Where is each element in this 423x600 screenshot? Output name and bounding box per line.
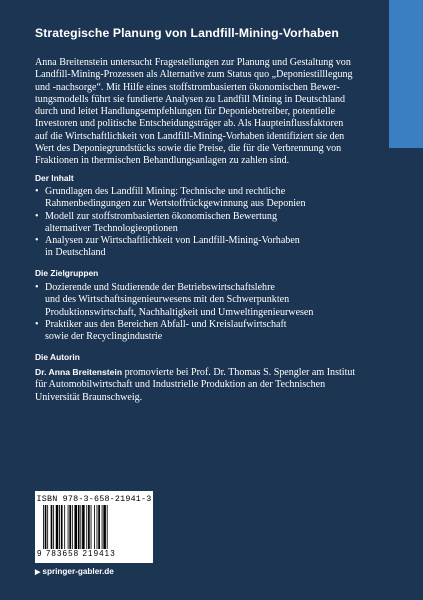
list-item: • Grundlagen des Landfill Mining: Technische und rechtliche Rahmenbedingungen zur Wertstoffrückgewinnung aus Deponien	[35, 186, 306, 210]
barcode-bar	[97, 505, 98, 549]
zielgruppen-list	[35, 282, 387, 343]
author-paragraph: Dr. Anna Breitenstein promovierte bei Prof. Dr. Thomas S. Spengler am Institut für Automobilwirtschaft und Industrielle Produktion an der Technischen Universität Braunschweig.	[35, 367, 356, 403]
intro-line: Investoren und politische Entscheidungsträger ab. Als Haupteinflussfaktoren	[35, 118, 344, 130]
book-title: Strategische Planung von Landfill-Mining-Vorhaben	[35, 26, 339, 40]
barcode-bar	[51, 505, 53, 549]
barcode-bar	[69, 505, 71, 549]
barcode-bar	[103, 505, 106, 549]
barcode-bar	[98, 505, 100, 549]
barcode-digits: 9 783658 219413	[37, 549, 116, 558]
bullet-icon: •	[35, 210, 39, 222]
barcode-bar	[43, 505, 44, 549]
barcode-bar	[91, 505, 92, 549]
intro-line: Wert des Deponiegrundstücks sowie die Preise, die für die Verbrennung von	[35, 143, 342, 155]
barcode-bar	[88, 505, 90, 549]
intro-line: tungsmodells führt sie fundierte Analysen zu Landfill Mining in Deutschland	[35, 93, 346, 105]
website-label: springer-gabler.de	[42, 567, 114, 576]
intro-line: durch und leitet Handlungsempfehlungen für Deponiebetreiber, potentielle	[35, 106, 336, 118]
barcode-bar	[72, 505, 73, 549]
barcode-bar	[86, 505, 87, 549]
intro-line: Landfill-Mining-Prozessen als Alternative zum Status quo „Deponiestilllegung	[35, 69, 353, 81]
barcode-bar	[102, 505, 103, 549]
barcode-bar	[94, 505, 95, 549]
barcode-bar	[107, 505, 108, 549]
barcode-bars-icon	[43, 505, 147, 549]
arrow-right-icon: ▶	[35, 569, 41, 576]
section-heading-zielgruppen: Die Zielgruppen	[35, 268, 99, 278]
barcode-bar	[68, 505, 69, 549]
bullet-icon: •	[35, 318, 39, 330]
section-heading-autorin: Die Autorin	[35, 352, 80, 362]
list-item: • Praktiker aus den Bereichen Abfall- und Kreislaufwirtschaft sowie der Recyclingindustrie	[35, 318, 287, 343]
accent-tab	[389, 0, 423, 148]
barcode-bar	[64, 505, 65, 549]
barcode-bar	[82, 505, 85, 549]
barcode-bar	[78, 505, 80, 549]
bullet-icon: •	[35, 282, 39, 293]
intro-line: Fraktionen in thermischen Behandlungsanlagen zu zahlen sind.	[35, 155, 290, 167]
intro-line: und -nachsorge“. Mit Hilfe eines stoffstrombasierten ökonomischen Bewer-	[35, 81, 340, 93]
barcode-bar	[74, 505, 77, 549]
intro-line: Anna Breitenstein untersucht Fragestellungen zur Planung und Gestaltung von	[35, 57, 351, 68]
list-item: • Analysen zur Wirtschaftlichkeit von Landfill-Mining-Vorhaben in Deutschland	[35, 235, 300, 259]
barcode	[35, 491, 153, 563]
barcode-bar	[80, 505, 81, 549]
inhalt-list	[35, 186, 387, 260]
author-name: Dr. Anna Breitenstein	[35, 367, 123, 377]
barcode-bar	[56, 505, 59, 549]
list-item: • Dozierende und Studierende der Betriebswirtschaftslehre und des Wirtschaftsingenieurwesens mit den Schwerpunkten Produktionswirtschaft, Nachhaltigkeit und Umweltingenieurwesen	[35, 282, 314, 318]
section-heading-inhalt: Der Inhalt	[35, 173, 74, 183]
intro-line: auf die Wirtschaftlichkeit von Landfill-Mining-Vorhaben identifiziert sie den	[35, 130, 345, 142]
barcode-bar	[59, 505, 60, 549]
isbn-label: ISBN 978-3-658-21941-3	[36, 494, 152, 504]
bullet-icon: •	[35, 235, 39, 247]
bullet-icon: •	[35, 186, 39, 197]
barcode-bar	[45, 505, 47, 549]
list-item: • Modell zur stoffstrombasierten ökonomischen Bewertung alternativer Technologieoptionen	[35, 210, 277, 234]
barcode-bar	[53, 505, 54, 549]
publisher-website[interactable]	[35, 567, 114, 576]
intro-paragraph	[35, 57, 387, 168]
barcode-bar	[47, 505, 48, 549]
barcode-bar	[61, 505, 63, 549]
